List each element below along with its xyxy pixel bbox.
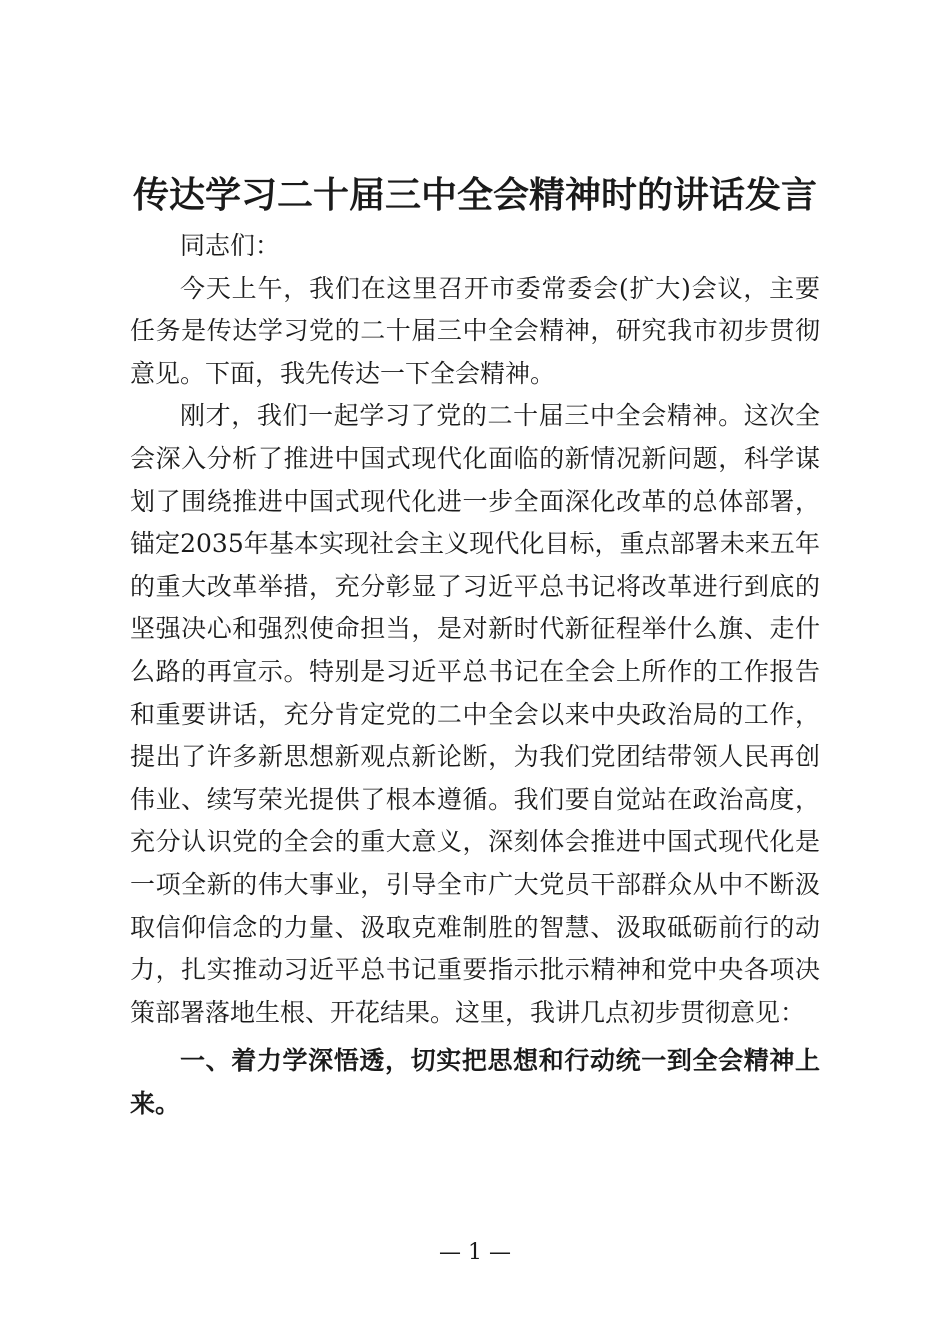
document-title: 传达学习二十届三中全会精神时的讲话发言	[132, 174, 817, 216]
section-heading: 一、着力学深悟透，切实把思想和行动统一到全会精神上来。	[130, 1046, 820, 1118]
page-number: — 1 —	[439, 1240, 511, 1265]
salutation: 同志们：	[180, 231, 281, 260]
paragraph-main: 刚才，我们一起学习了党的二十届三中全会精神。这次全会深入分析了推进中国式现代化面临的新情况新问题，科学谋划了围绕推进中国式现代化进一步全面深化改革的总体部署，锚定2035年基本实现社会主义现代化目标，重点部署未来五年的重大改革举措，充分彰显了习近平总书记将改革进行到底的坚强决心和强烈使命担当，是对新时代新征程举什么旗、走什么路的再宣示。特别是习近平总书记在全会上所作的工作报告和重要讲话，充分肯定党的二中全会以来中央政治局的工作，提出了许多新思想新观点新论断，为我们党团结带领人民再创伟业、续写荣光提供了根本遵循。我们要自觉站在政治高度，充分认识党的全会的重大意义，深刻体会推进中国式现代化是一项全新的伟大事业，引导全市广大党员干部群众从中不断汲取信仰信念的力量、汲取克难制胜的智慧、汲取砥砺前行的动力，扎实推动习近平总书记重要指示批示精神和党中央各项决策部署落地生根、开花结果。这里，我讲几点初步贯彻意见：	[130, 401, 820, 1027]
document-body	[130, 225, 820, 1125]
paragraph-intro: 今天上午，我们在这里召开市委常委会(扩大)会议，主要任务是传达学习党的二十届三中全会精神，研究我市初步贯彻意见。下面，我先传达一下全会精神。	[130, 273, 820, 388]
